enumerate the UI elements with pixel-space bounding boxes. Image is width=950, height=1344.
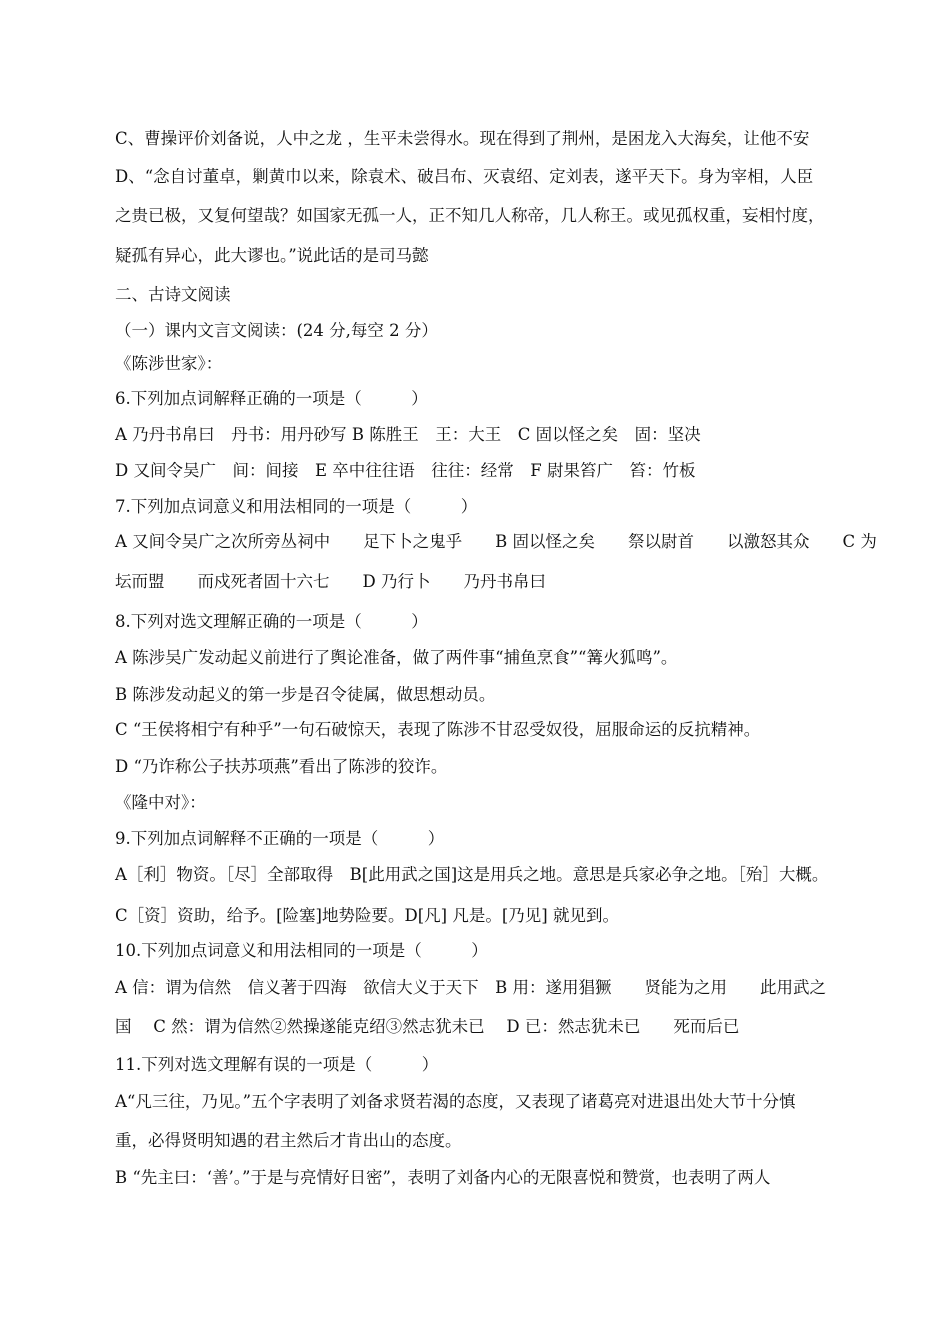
question-10: 10.下列加点词意义和用法相同的一项是（ ） bbox=[115, 941, 488, 960]
text-title: 《陈涉世家》： bbox=[115, 354, 223, 373]
question-7: 7.下列加点词意义和用法相同的一项是（ ） bbox=[115, 497, 478, 516]
question-11-option-b: B “先主曰：‘善’。”于是与亮情好日密”，表明了刘备内心的无限喜悦和赞赏，也表明了两人 bbox=[115, 1168, 771, 1187]
question-9-options: C［资］资助，给予。[险塞]地势险要。D[凡] 凡是。[乃见] 就见到。 bbox=[115, 906, 619, 925]
question-9: 9.下列加点词解释不正确的一项是（ ） bbox=[115, 829, 445, 848]
question-11-option-a: 重，必得贤明知遇的君主然后才肯出山的态度。 bbox=[115, 1131, 462, 1150]
question-7-options: 坛而盟 而戍死者固十六七 D 乃行卜 乃丹书帛曰 bbox=[115, 572, 546, 591]
subsection-heading: （一）课内文言文阅读：(24 分,每空 2 分） bbox=[115, 321, 438, 340]
section-heading: 二、古诗文阅读 bbox=[115, 285, 231, 304]
question-8-option-c: C “王侯将相宁有种乎”一句石破惊天，表现了陈涉不甘忍受奴役，屈服命运的反抗精神。 bbox=[115, 720, 761, 739]
text-title: 《隆中对》： bbox=[115, 793, 206, 812]
text-line: 疑孤有异心，此大谬也。”说此话的是司马懿 bbox=[115, 246, 429, 265]
question-6-options: D 又间令吴广 间：间接 E 卒中往往语 往往：经常 F 尉果笞广 笞：竹板 bbox=[115, 461, 696, 480]
text-line: D、“念自讨董卓，剿黄巾以来，除袁术、破吕布、灭袁绍、定刘表，遂平天下。身为宰相，人臣 bbox=[115, 167, 814, 186]
question-11-option-a: A“凡三往，乃见。”五个字表明了刘备求贤若渴的态度，又表现了诸葛亮对进退出处大节十分慎 bbox=[115, 1092, 796, 1111]
question-8: 8.下列对选文理解正确的一项是（ ） bbox=[115, 612, 428, 631]
question-8-option-d: D “乃诈称公子扶苏项燕”看出了陈涉的狡诈。 bbox=[115, 757, 448, 776]
question-11: 11.下列对选文理解有误的一项是（ ） bbox=[115, 1055, 439, 1074]
text-line: 之贵已极，又复何望哉？如国家无孤一人，正不知几人称帝，几人称王。或见孤权重，妄相忖度， bbox=[115, 206, 825, 225]
question-8-option-a: A 陈涉吴广发动起义前进行了舆论准备，做了两件事“捕鱼烹食”“篝火狐鸣”。 bbox=[115, 648, 678, 667]
question-6: 6.下列加点词解释正确的一项是（ ） bbox=[115, 389, 428, 408]
question-9-options: A［利］物资。［尽］全部取得 B[此用武之国]这是用兵之地。意思是兵家必争之地。［殆］大概。 bbox=[115, 865, 829, 884]
question-7-options: A 又间令吴广之次所旁丛祠中 足下卜之鬼乎 B 固以怪之矣 祭以尉首 以激怒其众 C 为 bbox=[115, 532, 877, 551]
question-10-options: 国 C 然：谓为信然②然操遂能克绍③然志犹未已 D 已：然志犹未已 死而后已 bbox=[115, 1017, 740, 1036]
text-line: C、曹操评价刘备说，人中之龙 ，生平未尝得水。现在得到了荆州，是困龙入大海矣，让他不安 bbox=[115, 129, 810, 148]
question-8-option-b: B 陈涉发动起义的第一步是召令徒属，做思想动员。 bbox=[115, 685, 496, 704]
question-6-options: A 乃丹书帛曰 丹书：用丹砂写 B 陈胜王 王：大王 C 固以怪之矣 固：坚决 bbox=[115, 425, 701, 444]
question-10-options: A 信：谓为信然 信义著于四海 欲信大义于天下 B 用：遂用猖獗 贤能为之用 此用武之 bbox=[115, 978, 827, 997]
